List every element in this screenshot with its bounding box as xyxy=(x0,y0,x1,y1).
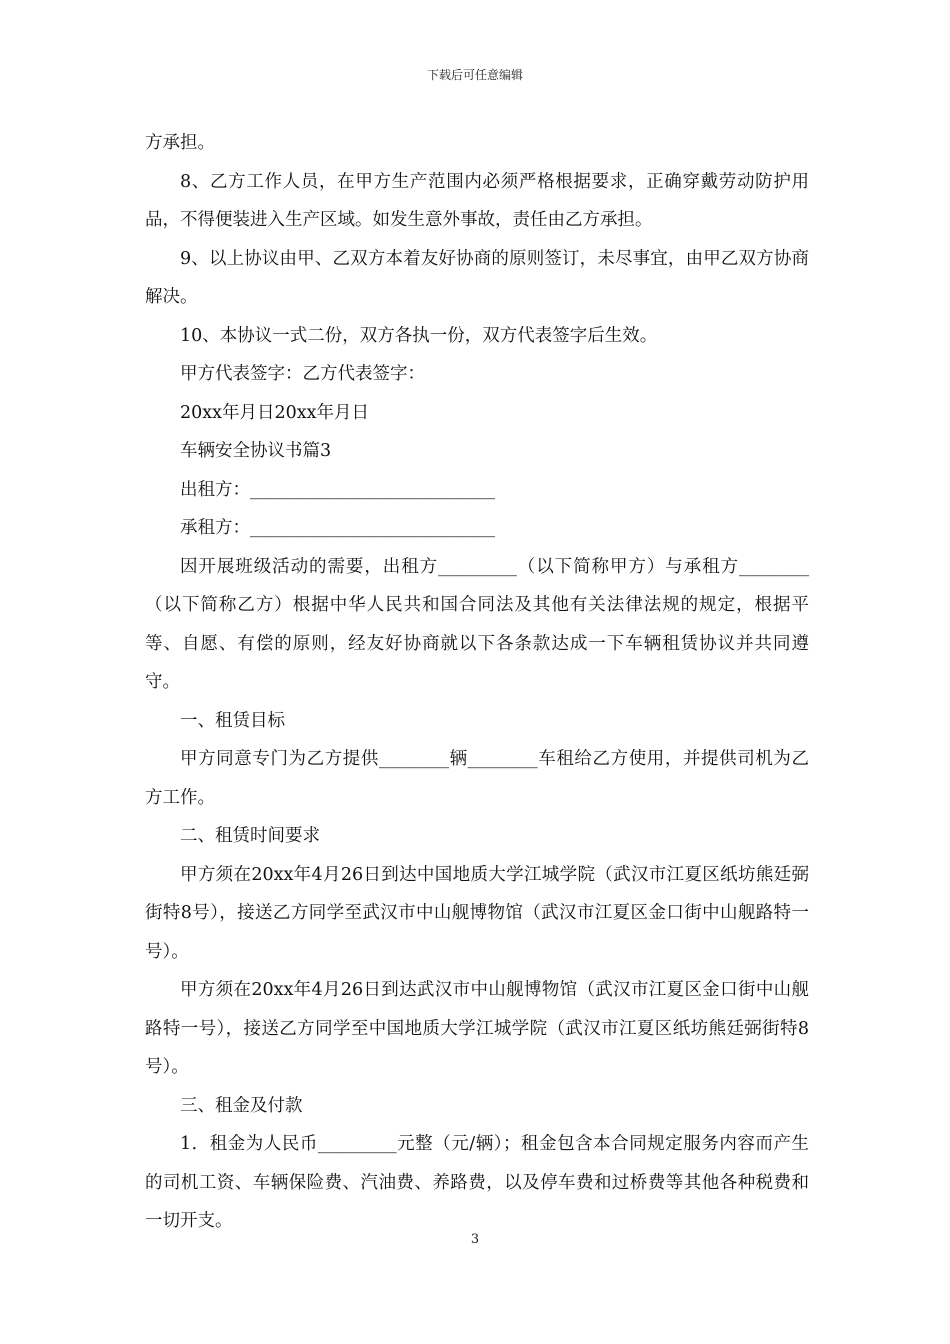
paragraph: 甲方须在20xx年4月26日到达中国地质大学江城学院（武汉市江夏区纸坊熊廷弼街特8号），接送乙方同学至武汉市中山舰博物馆（武汉市江夏区金口街中山舰路特一号）。 xyxy=(145,864,809,962)
paragraph: 甲方同意专门为乙方提供________辆________车租给乙方使用，并提供司机为乙方工作。 xyxy=(145,749,809,808)
paragraph: 10、本协议一式二份，双方各执一份，双方代表签字后生效。 xyxy=(180,325,658,346)
section-title: 车辆安全协议书篇3 xyxy=(180,441,332,461)
clause-heading: 一、租赁目标 xyxy=(180,710,285,731)
paragraph: 1．租金为人民币_________元整（元/辆）；租金包含本合同规定服务内容而产生的司机工资、车辆保险费、汽油费、养路费，以及停车费和过桥费等其他各种税费和一切开支。 xyxy=(145,1134,809,1231)
clause-heading: 三、租金及付款 xyxy=(180,1095,303,1116)
paragraph: 因开展班级活动的需要，出租方_________（以下简称甲方）与承租方________（以下简称乙方）根据中华人民共和国合同法及其他有关法律法规的规定，根据平等、自愿、有偿的原则，经友好协商就以下各条款达成一下车辆租赁协议并共同遵守。 xyxy=(145,556,809,692)
lessee-line: 承租方：____________________________ xyxy=(180,518,495,538)
clause-heading: 二、租赁时间要求 xyxy=(180,826,320,846)
paragraph: 甲方须在20xx年4月26日到达武汉市中山舰博物馆（武汉市江夏区金口街中山舰路特一号），接送乙方同学至中国地质大学江城学院（武汉市江夏区纸坊熊廷弼街特8号）。 xyxy=(145,980,809,1077)
page-number: 3 xyxy=(470,1232,480,1247)
page-header: 下载后可任意编辑 xyxy=(426,68,523,82)
paragraph: 9、以上协议由甲、乙双方本着友好协商的原则签订，未尽事宜，由甲乙双方协商解决。 xyxy=(145,248,809,307)
document-body xyxy=(145,124,809,1241)
date-line: 20xx年月日20xx年月日 xyxy=(180,402,370,423)
paragraph: 8、乙方工作人员，在甲方生产范围内必须严格根据要求，正确穿戴劳动防护用品，不得便装进入生产区域。如发生意外事故，责任由乙方承担。 xyxy=(145,171,809,230)
paragraph: 方承担。 xyxy=(145,133,215,153)
signature-line: 甲方代表签字：乙方代表签字： xyxy=(180,364,425,384)
lessor-line: 出租方：____________________________ xyxy=(180,479,495,500)
